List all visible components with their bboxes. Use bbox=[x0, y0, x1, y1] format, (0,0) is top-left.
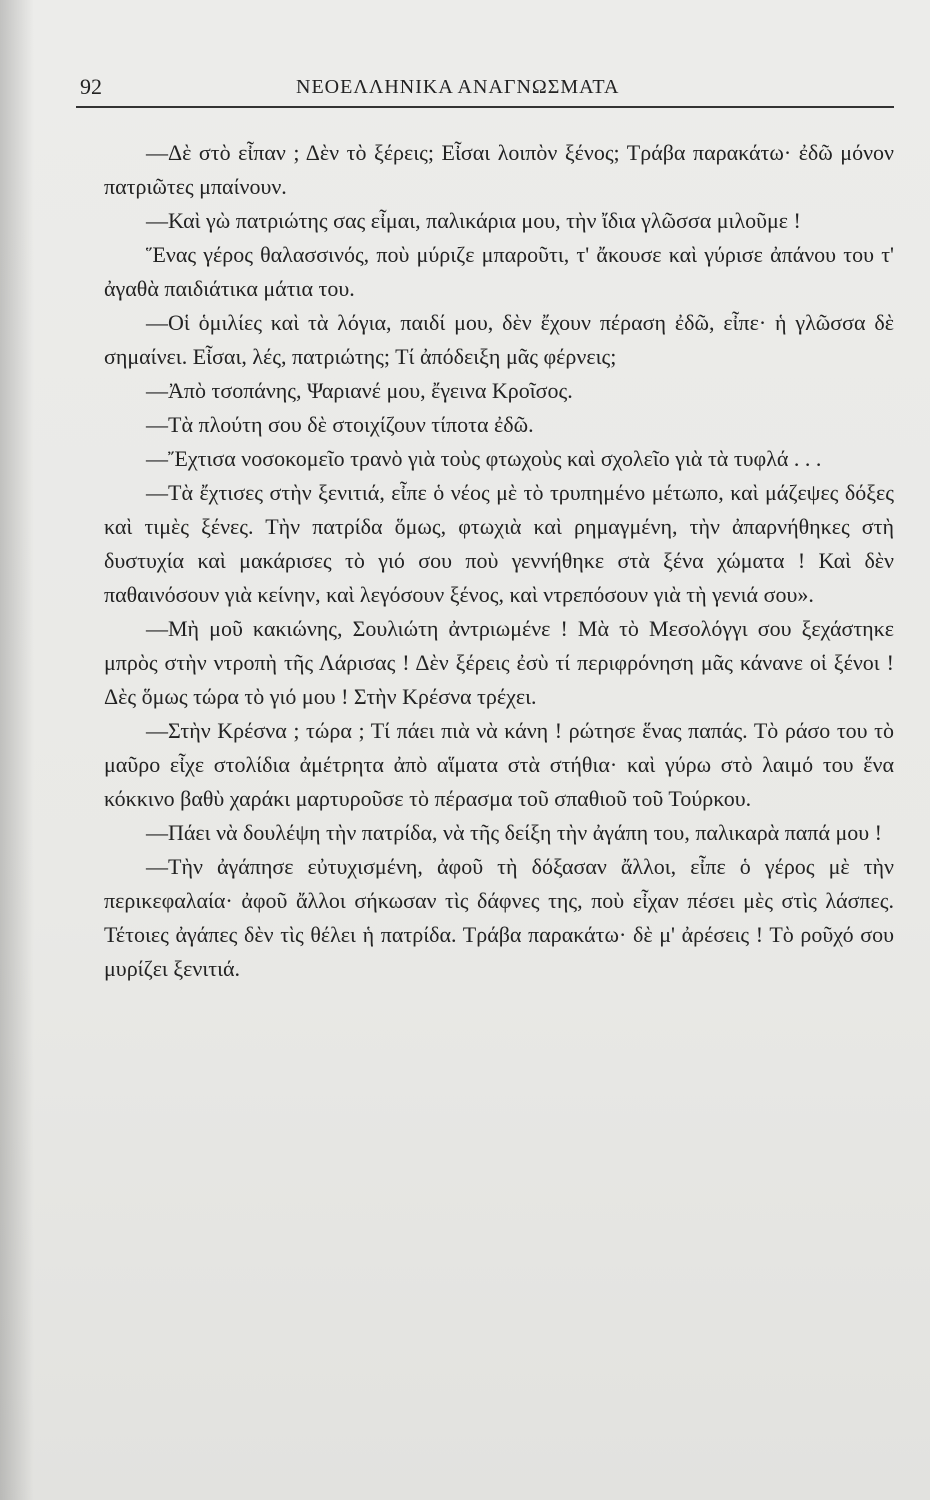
paragraph: —Τὰ ἔχτισες στὴν ξενιτιά, εἶπε ὁ νέος μὲ τὸ τρυπημένο μέτωπο, καὶ μάζεψες δόξες καὶ τιμὲς ξένες. Τὴν πατρίδα ὅμως, φτωχιὰ καὶ ρημαγμένη, τὴν ἀπαρνήθηκες στὴ δυστυχία καὶ μακάρισες τὸ γιό σου ποὺ γεννήθηκε στὰ ξένα χώματα ! Καὶ δὲν παθαινόσουν γιὰ κείνην, καὶ λεγόσουν ξένος, καὶ ντρεπόσουν γιὰ τὴ γενιά σου». bbox=[104, 480, 894, 607]
running-title: ΝΕΟΕΛΛΗΝΙΚΑ ΑΝΑΓΝΩΣΜΑΤΑ bbox=[296, 76, 620, 98]
page-header bbox=[76, 70, 894, 108]
paragraph: —Πάει νὰ δουλέψη τὴν πατρίδα, νὰ τῆς δείξη τὴν ἀγάπη του, παλικαρὰ παπά μου ! bbox=[146, 820, 882, 845]
paragraph: —Τὴν ἀγάπησε εὐτυχισμένη, ἀφοῦ τὴ δόξασαν ἄλλοι, εἶπε ὁ γέρος μὲ τὴν περικεφαλαία· ἀφοῦ ἄλλοι σήκωσαν τὶς δάφνες της, ποὺ εἶχαν πέσει μὲς στὶς λάσπες. Τέτοιες ἀγάπες δὲν τὶς θέλει ἡ πατρίδα. Τράβα παρακάτω· δὲ μ' ἀρέσεις ! Τὸ ροῦχό σου μυρίζει ξενιτιά. bbox=[104, 854, 894, 981]
paragraph: —Ἀπὸ τσοπάνης, Ψαριανέ μου, ἔγεινα Κροῖσος. bbox=[146, 378, 573, 403]
paragraph: —Τὰ πλούτη σου δὲ στοιχίζουν τίποτα ἐδῶ. bbox=[146, 412, 534, 437]
paragraph: —Ἔχτισα νοσοκομεῖο τρανὸ γιὰ τοὺς φτωχοὺς καὶ σχολεῖο γιὰ τὰ τυφλά . . . bbox=[146, 446, 822, 471]
paragraph: —Δὲ στὸ εἶπαν ; Δὲν τὸ ξέρεις; Εἶσαι λοιπὸν ξένος; Τράβα παρακάτω· ἐδῶ μόνον πατριῶτες μπαίνουν. bbox=[104, 140, 894, 199]
paragraph: —Στὴν Κρέσνα ; τώρα ; Τί πάει πιὰ νὰ κάνη ! ρώτησε ἕνας παπάς. Τὸ ράσο του τὸ μαῦρο εἶχε στολίδια ἀμέτρητα ἀπὸ αἵματα στὰ στήθια· καὶ γύρω στὸ λαιμό του ἕνα κόκκινο βαθὺ χαράκι μαρτυροῦσε τὸ πέρασμα τοῦ σπαθιοῦ τοῦ Τούρκου. bbox=[104, 718, 894, 811]
paragraph: Ἕνας γέρος θαλασσινός, ποὺ μύριζε μπαροῦτι, τ' ἄκουσε καὶ γύρισε ἀπάνου του τ' ἀγαθὰ παιδιάτικα μάτια του. bbox=[104, 242, 894, 301]
binding-shadow bbox=[0, 0, 34, 1500]
paragraph: —Καὶ γὼ πατριώτης σας εἶμαι, παλικάρια μου, τὴν ἴδια γλῶσσα μιλοῦμε ! bbox=[146, 208, 801, 233]
paragraph: —Οἱ ὁμιλίες καὶ τὰ λόγια, παιδί μου, δὲν ἔχουν πέραση ἐδῶ, εἶπε· ἡ γλῶσσα δὲ σημαίνει. Εἶσαι, λές, πατριώτης; Τί ἀπόδειξη μᾶς φέρνεις; bbox=[104, 310, 894, 369]
body-text bbox=[104, 136, 894, 986]
paragraph: —Μὴ μοῦ κακιώνης, Σουλιώτη ἀντριωμένε ! Μὰ τὸ Μεσολόγγι σου ξεχάστηκε μπρὸς στὴν ντροπὴ τῆς Λάρισας ! Δὲν ξέρεις ἐσὺ τί περιφρόνηση μᾶς κάνανε οἱ ξένοι ! Δὲς ὅμως τώρα τὸ γιό μου ! Στὴν Κρέσνα τρέχει. bbox=[104, 616, 894, 709]
page-number: 92 bbox=[80, 74, 102, 99]
